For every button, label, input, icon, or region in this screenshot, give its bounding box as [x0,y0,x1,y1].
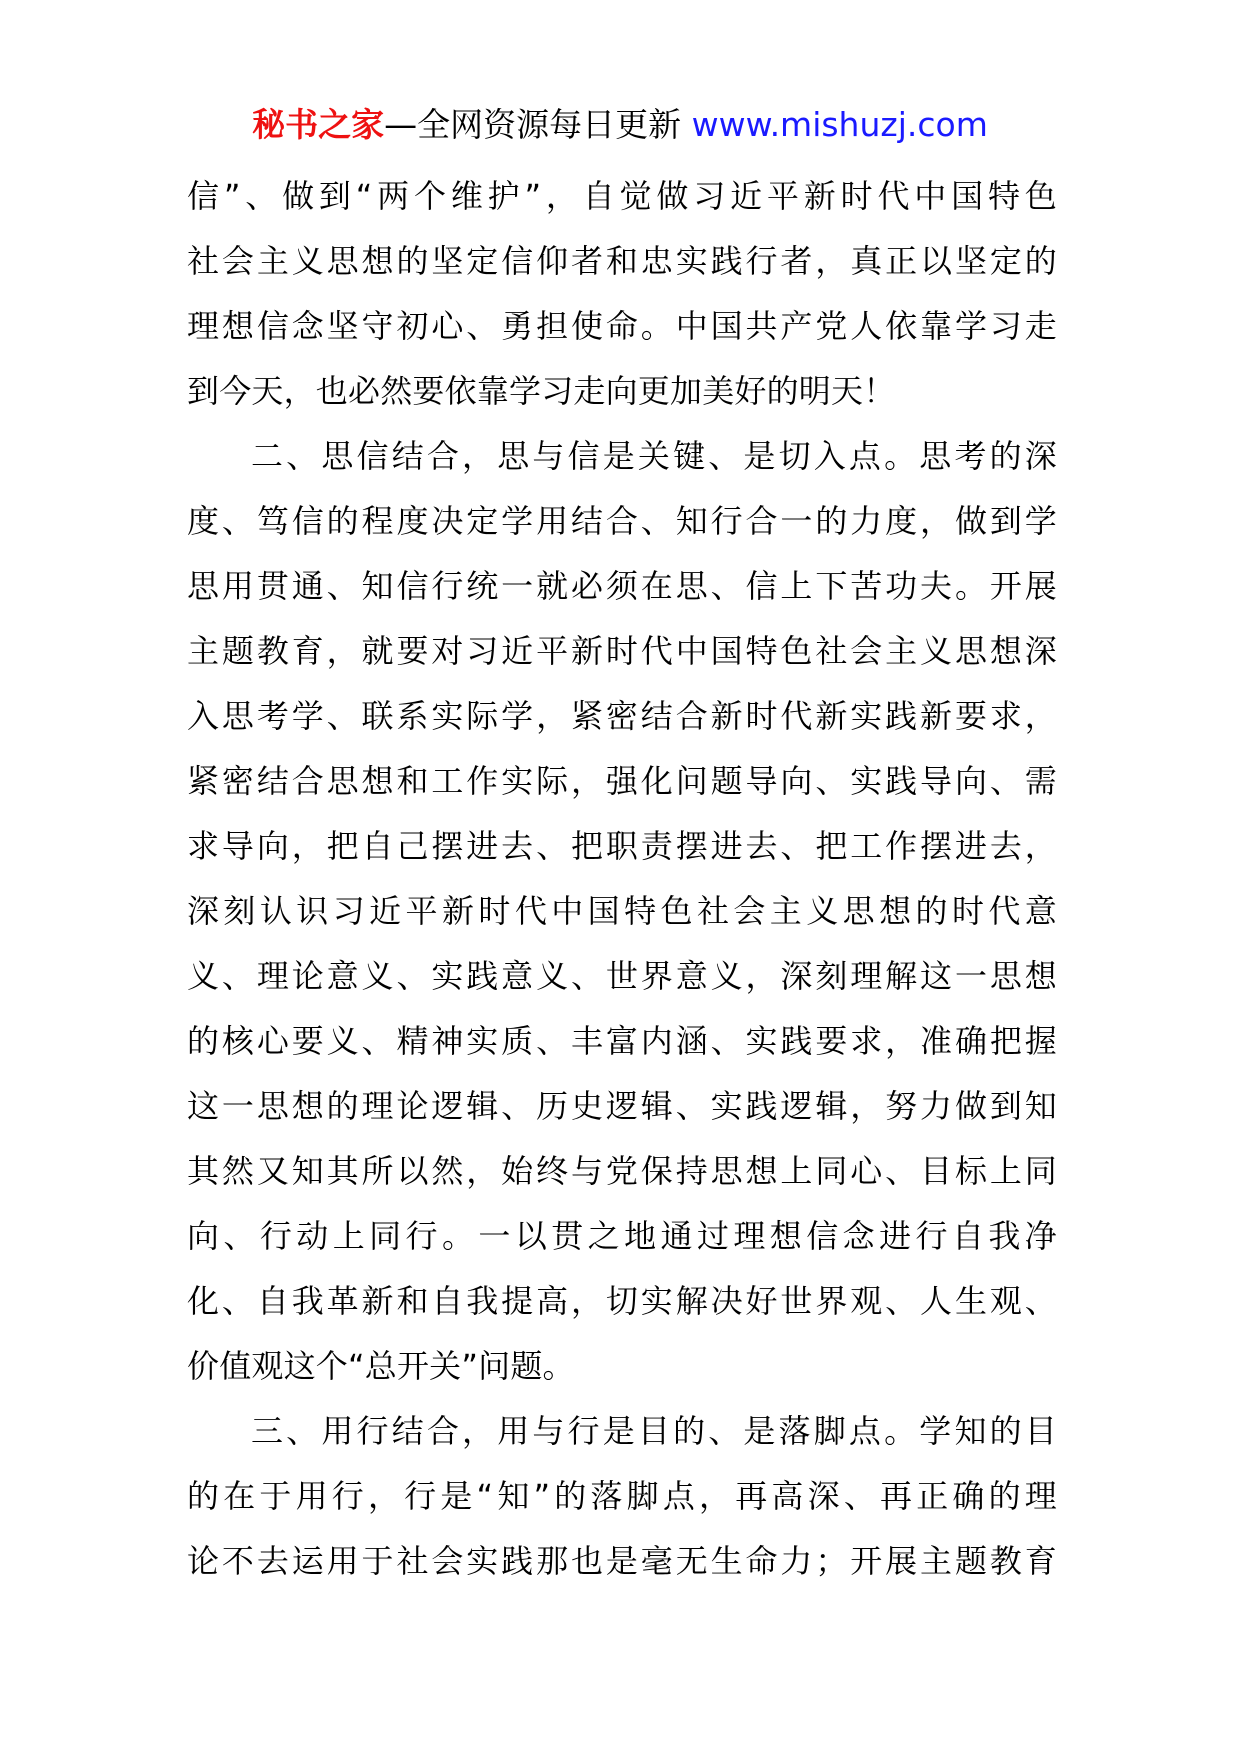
header-url-link[interactable]: www.mishuzj.com [691,105,988,144]
section-heading-line: 三、用行结合，用与行是目的、是落脚点。学知的目 [251,1412,1057,1450]
page-header [0,100,1240,150]
text-line: 化、自我革新和自我提高，切实解决好世界观、人生观、 [187,1282,1057,1320]
text-line: 主题教育，就要对习近平新时代中国特色社会主义思想深 [187,632,1057,670]
text-line: 的在于用行，行是“知”的落脚点，再高深、再正确的理 [187,1477,1057,1515]
text-line: 求导向，把自己摆进去、把职责摆进去、把工作摆进去， [187,827,1057,865]
text-line: 到今天，也必然要依靠学习走向更加美好的明天！ [187,372,896,410]
text-line: 深刻认识习近平新时代中国特色社会主义思想的时代意 [187,892,1057,930]
text-line: 论不去运用于社会实践那也是毫无生命力；开展主题教育 [187,1542,1057,1580]
body-text [187,164,1057,1594]
text-line: 度、笃信的程度决定学用结合、知行合一的力度，做到学 [187,502,1057,540]
text-line: 价值观这个“总开关”问题。 [187,1347,575,1385]
text-line: 这一思想的理论逻辑、历史逻辑、实践逻辑，努力做到知 [187,1087,1057,1125]
text-line: 紧密结合思想和工作实际，强化问题导向、实践导向、需 [187,762,1057,800]
text-line: 理想信念坚守初心、勇担使命。中国共产党人依靠学习走 [187,307,1057,345]
section-heading-line: 二、思信结合，思与信是关键、是切入点。思考的深 [251,437,1057,475]
text-line: 其然又知其所以然，始终与党保持思想上同心、目标上同 [187,1152,1057,1190]
header-brand: 秘书之家 [252,105,385,144]
text-line: 义、理论意义、实践意义、世界意义，深刻理解这一思想 [187,957,1057,995]
header-tagline: —全网资源每日更新 [384,105,692,144]
text-line: 的核心要义、精神实质、丰富内涵、实践要求，准确把握 [187,1022,1057,1060]
text-line: 入思考学、联系实际学，紧密结合新时代新实践新要求， [187,697,1057,735]
text-line: 社会主义思想的坚定信仰者和忠实践行者，真正以坚定的 [187,242,1057,280]
text-line: 思用贯通、知信行统一就必须在思、信上下苦功夫。开展 [187,567,1057,605]
text-line: 信”、做到“两个维护”，自觉做习近平新时代中国特色 [187,177,1057,215]
text-line: 向、行动上同行。一以贯之地通过理想信念进行自我净 [187,1217,1057,1255]
